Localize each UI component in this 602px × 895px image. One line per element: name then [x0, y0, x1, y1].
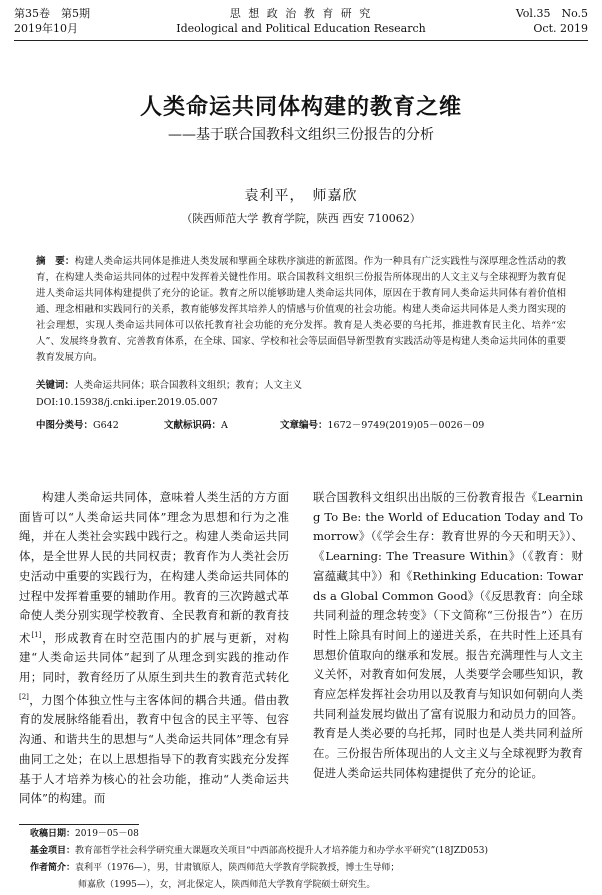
volume-en: Vol.35 No.5: [515, 7, 588, 20]
header-rule: [14, 40, 588, 41]
author-bio-1: 袁利平（1976—），男，甘肃镇原人，陕西师范大学教育学院教授，博士生导师；: [75, 863, 400, 873]
abstract-label: 摘 要：: [36, 256, 75, 267]
citation-ref: [2]: [19, 692, 29, 701]
article-label: 文章编号：: [280, 420, 328, 431]
body-left-column: [19, 488, 289, 809]
journal-name-cn: 思 想 政 治 教 育 研 究: [229, 7, 373, 20]
author-bio-second: 师嘉欣（1995—），女，河北保定人，陕西师范大学教育学院硕士研究生。: [78, 880, 376, 890]
date-cn: 2019年10月: [14, 22, 78, 35]
body-paragraph: [19, 488, 289, 809]
fund-label: 基金项目：: [30, 846, 76, 856]
body-paragraph: 联合国教科文组织出出版的三份教育报告《Learning To Be: the World of Education Today and Tomorrow》（《学会生存：教育世界的今天和明天》）、《Learning: The Treasure Within》（《教育：财富蕴藏其中》）和《Rethinking Education: Towards a Global Common Good》（《反思教育：向全球共同利益的理念转变》（下文简称“三份报告”）在历时性上除具有时间上的递进关系，在共时性上还具有思想价值取向的继承和发展。报告充满理性与人文主义关怀，对教育如何发展，人类要学会哪些知识，教育应怎样发挥社会功用以及教育与知识如何朝向人类共同利益发展均做出了富有说服力和动员力的回答。教育是人类必要的乌托邦，同时也是人类共同利益所在。三份报告所体现出的人文主义与全球视野为教育促进人类命运共同体构建提供了充分的论证。: [313, 490, 583, 780]
received-label: 收稿日期：: [30, 829, 76, 839]
footnote-rule: [19, 824, 139, 825]
running-header: [14, 6, 588, 40]
header-center: [14, 6, 588, 36]
article-subtitle: ——基于联合国教科文组织三份报告的分析: [168, 127, 434, 143]
abstract: [36, 254, 566, 366]
clc-number: [36, 418, 119, 434]
doi: DOI:10.15938/j.cnki.iper.2019.05.007: [36, 397, 218, 408]
received-value: 2019－05－08: [75, 829, 139, 839]
abstract-text: 构建人类命运共同体是推进人类发展和擘画全球秩序演进的新蓝图。作为一种具有广泛实践性与深厚理念性活动的教育，在构建人类命运共同体的过程中发挥着关键性作用。联合国教科文组织三份报告所体现出的人文主义与全球视野为教育促进人类命运共同体构建提供了充分的论证。教育之所以能够助建人类命运共同体，原因在于教育同人类命运共同体有着价值相通、理念相融和实践同行的关系，教育能够发挥其培养人的情感与价值观的社会功能。构建人类命运共同体是人类力图实现的社会理想，实现人类命运共同体可以依托教育社会功能的充分发挥。教育是人类必要的乌托邦，推进教育民主化、培养“宏人”、发展终身教育、完善教育体系，在全球、国家、学校和社会等层面倡导新型教育实践活动等是构建人类命运共同体的重要教育发展方向。: [36, 256, 566, 363]
doc-label: 文献标识码：: [164, 420, 222, 431]
article-value: 1672－9749(2019)05－0026－09: [327, 420, 485, 431]
fund-value: 教育部哲学社会科学研究重大课题攻关项目“中西部高校提升人才培养能力和办学水平研究”(18JZD053): [75, 846, 488, 856]
author-bio-label: 作者简介：: [30, 863, 76, 873]
clc-value: G642: [93, 420, 119, 431]
clc-label: 中图分类号：: [36, 420, 94, 431]
keywords-label: 关键词：: [36, 380, 75, 391]
header-right: [516, 6, 588, 36]
date-en: Oct. 2019: [533, 22, 588, 35]
keywords: [36, 378, 566, 394]
article-title: 人类命运共同体构建的教育之维: [139, 94, 462, 120]
body-text: 构建人类命运共同体，意味着人类生活的方方面面皆可以“人类命运共同体”理念为思想和行为之准绳，并在人类社会实践中践行之。构建人类命运共同体，是全世界人民的共同权责；教育作为人类社会历史活动中重要的实践行为，在构建人类命运共同体的过程中发挥着重要的辅助作用。教育的三次跨越式革命使人类分别实现学校教育、全民教育和新的教育技术: [19, 490, 289, 645]
document-code: [164, 418, 228, 434]
author-names: 袁利平， 师嘉欣: [244, 188, 358, 204]
author-bio: [30, 861, 588, 875]
body-right-column: [313, 488, 583, 784]
volume-cn: 第35卷 第5期: [14, 7, 90, 20]
article-number: [280, 418, 484, 434]
keywords-text: 人类命运共同体；联合国教科文组织；教育；人文主义: [74, 380, 303, 391]
doc-value: A: [221, 420, 228, 431]
fund-info: [30, 844, 588, 858]
received-date: [30, 827, 588, 841]
author-affiliation: （陕西师范大学 教育学院，陕西 西安 710062）: [181, 212, 421, 225]
body-text: ，形成教育在时空范围内的扩展与更新，对构建“人类命运共同体”起到了从理念到实践的推动作用；同时，教育经历了从原生到共生的教育范式转化: [19, 630, 290, 685]
body-text: ，力图个体独立性与主客体间的耦合共通。借由教育的发展脉络能看出，教育中包含的民主平等、包容沟通、和谐共生的思想与“人类命运共同体”理念有异曲同工之处；在以上思想指导下的教育实践充分发挥基于人才培养为核心的社会功能，推动“人类命运共同体”的构建。而: [19, 692, 289, 806]
citation-ref: [1]: [31, 630, 42, 639]
journal-name-en: Ideological and Political Education Research: [176, 22, 426, 35]
